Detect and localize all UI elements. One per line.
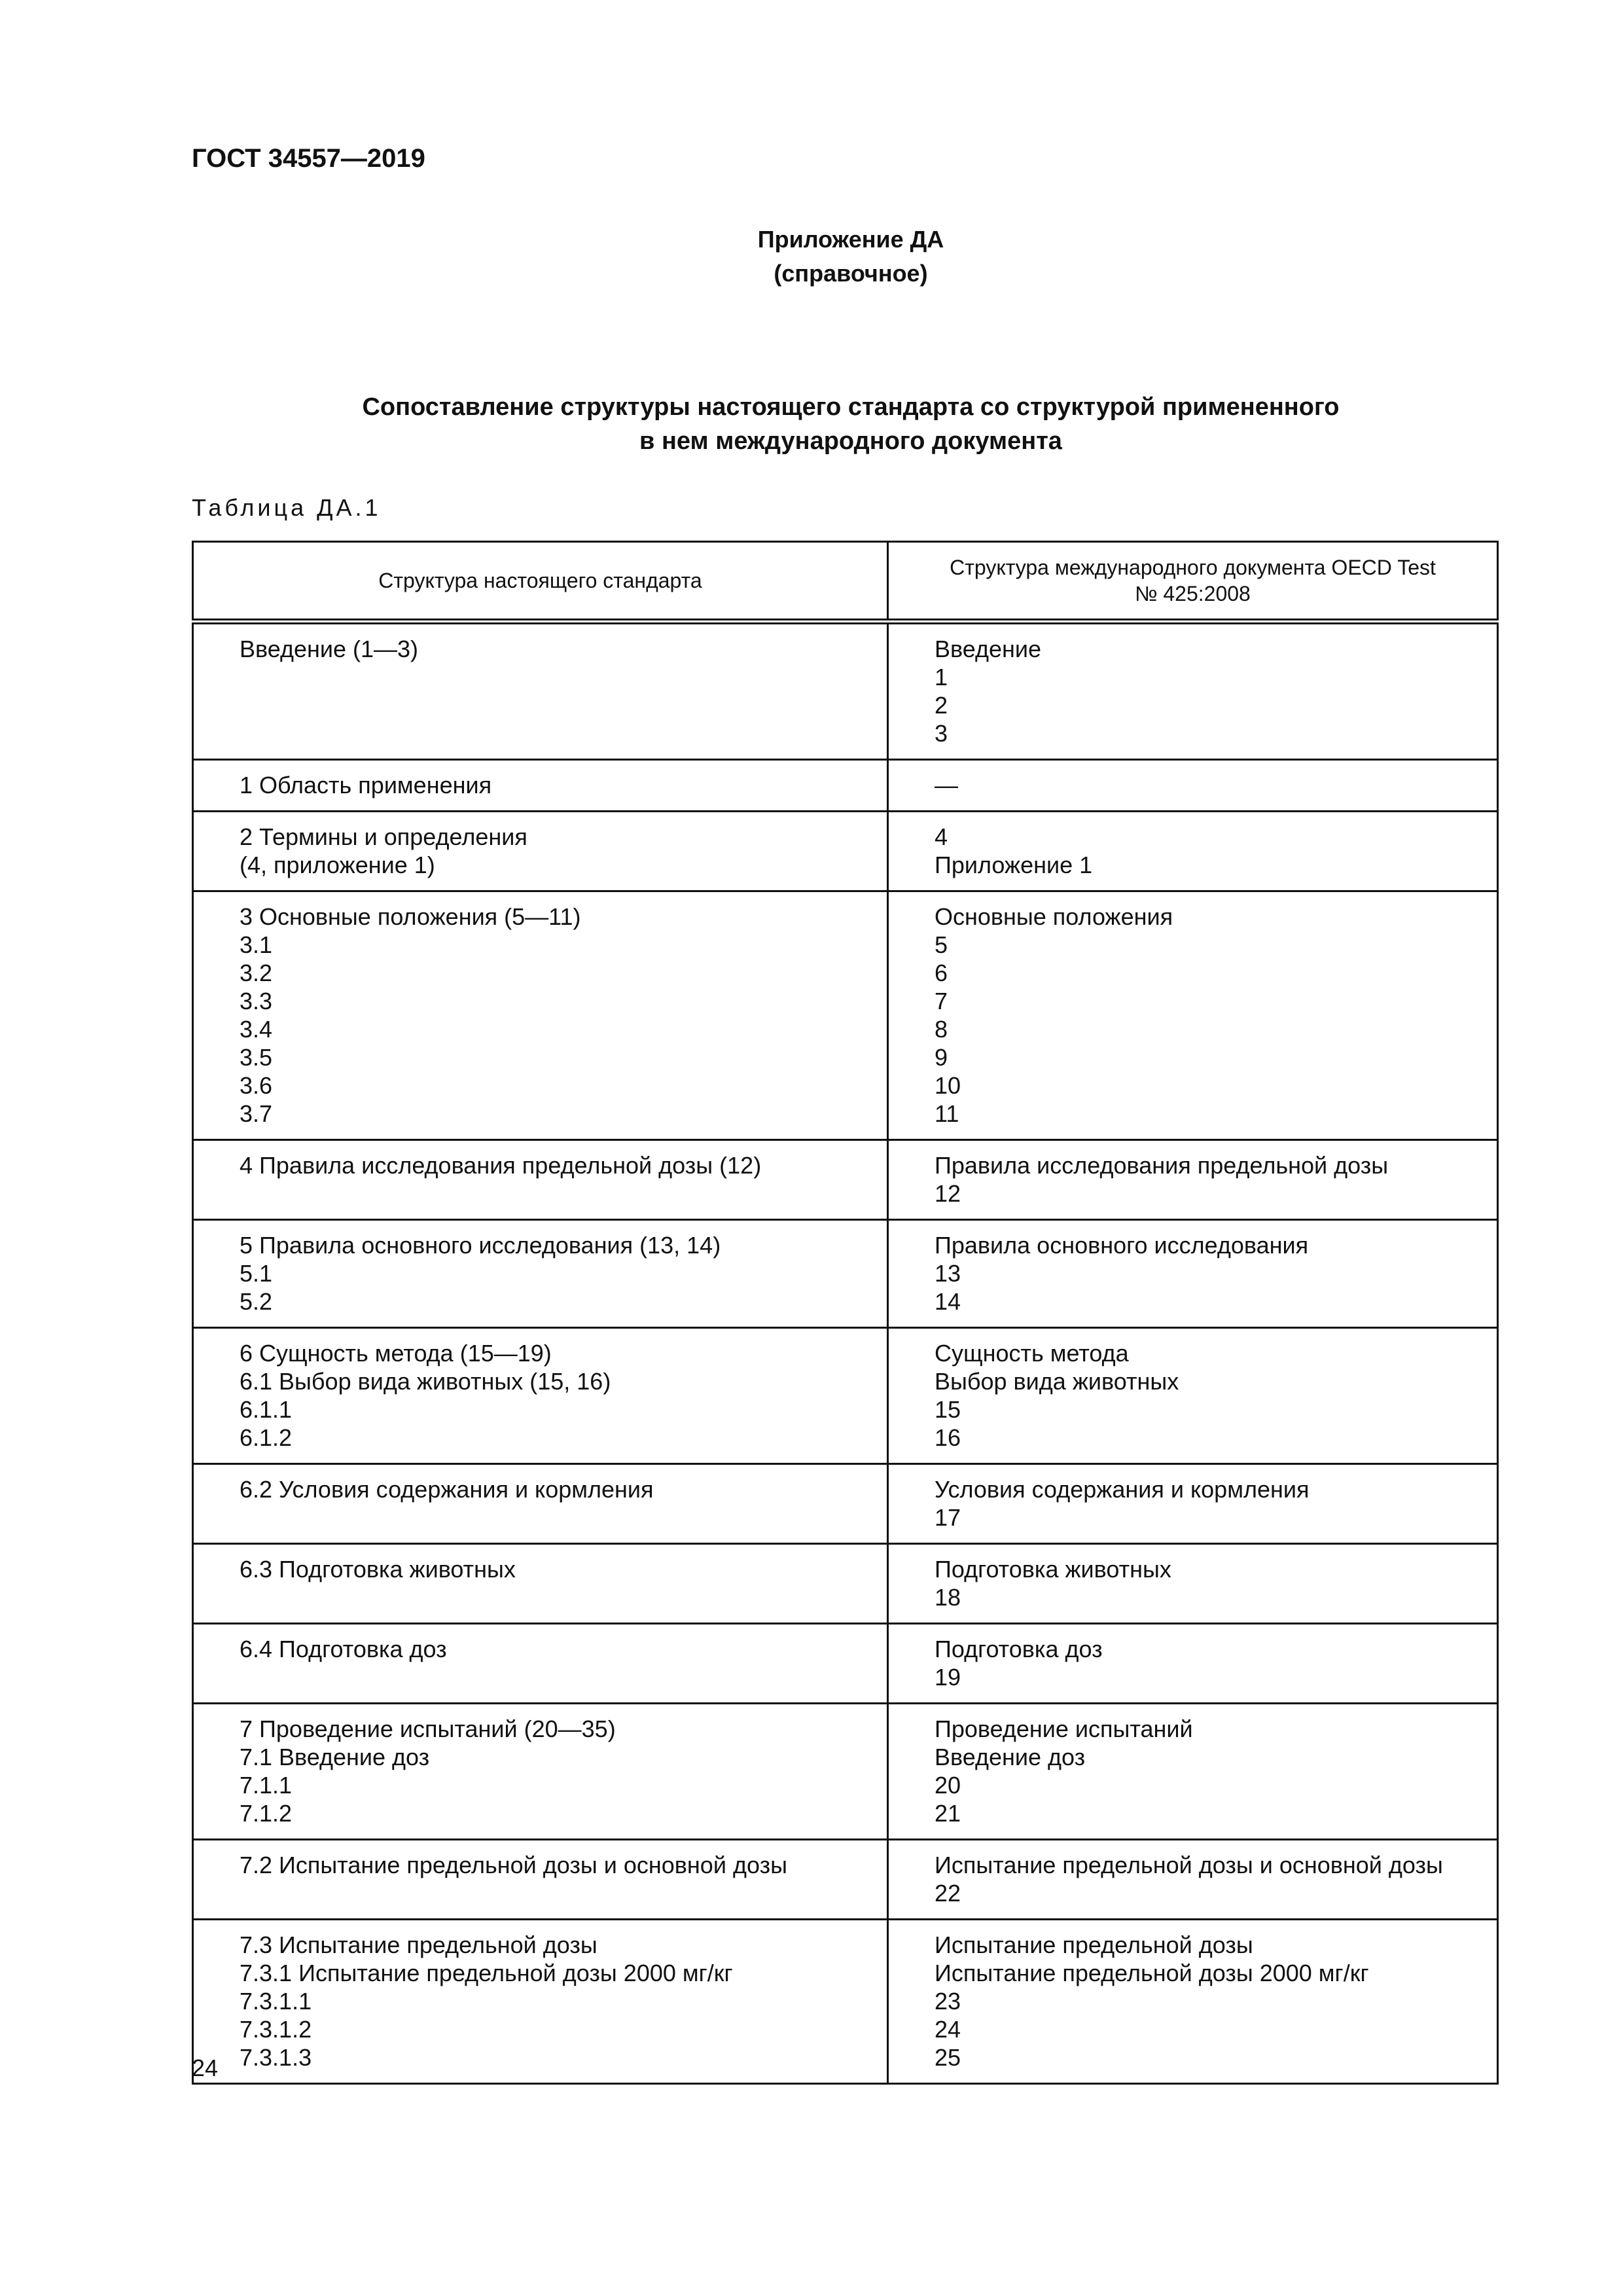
cell-line: Испытание предельной дозы 2000 мг/кг — [935, 1960, 1369, 1986]
cell-line: 7.1 Введение доз — [240, 1744, 430, 1770]
table-row — [193, 1840, 1498, 1920]
cell-this-standard — [193, 891, 888, 1140]
cell-line: Испытание предельной дозы и основной дозы — [935, 1852, 1443, 1878]
cell-line: 3.2 — [240, 960, 273, 986]
cell-line: 9 — [935, 1044, 948, 1071]
annex-heading — [0, 223, 1623, 291]
cell-line: Основные положения — [935, 903, 1173, 930]
table-row — [193, 1328, 1498, 1464]
title-line-2: в нем международного документа — [639, 427, 1062, 455]
cell-line: 3.4 — [240, 1016, 273, 1043]
cell-line: 5.2 — [240, 1288, 273, 1315]
cell-this-standard — [193, 1624, 888, 1704]
cell-this-standard — [193, 1220, 888, 1328]
cell-line: 1 Область применения — [240, 772, 492, 798]
title-line-1: Сопоставление структуры настоящего стандарта со структурой примененного — [362, 393, 1340, 421]
table-row — [193, 1920, 1498, 2084]
cell-line: Приложение 1 — [935, 852, 1093, 878]
cell-international-document — [888, 1464, 1498, 1544]
cell-this-standard — [193, 1920, 888, 2084]
cell-line: 6.1.1 — [240, 1396, 293, 1423]
cell-line: 7.2 Испытание предельной дозы и основной дозы — [240, 1852, 787, 1878]
cell-line: 6.3 Подготовка животных — [240, 1556, 516, 1583]
header-col1-text: Структура настоящего стандарта — [378, 569, 702, 592]
cell-line: 5 — [935, 931, 948, 958]
cell-line: 5.1 — [240, 1260, 273, 1287]
cell-line: 8 — [935, 1016, 948, 1043]
cell-line: 4 Правила исследования предельной дозы (12) — [240, 1152, 762, 1179]
cell-line: 7.3 Испытание предельной дозы — [240, 1931, 597, 1958]
cell-line: 20 — [935, 1772, 961, 1799]
cell-line: (4, приложение 1) — [240, 852, 435, 878]
cell-line: 7.3.1 Испытание предельной дозы 2000 мг/кг — [240, 1960, 733, 1986]
cell-line: 25 — [935, 2044, 961, 2071]
cell-international-document — [888, 1840, 1498, 1920]
cell-line: Введение доз — [935, 1744, 1086, 1770]
cell-line: 4 — [935, 823, 948, 850]
cell-line: Сущность метода — [935, 1340, 1129, 1367]
cell-this-standard — [193, 1544, 888, 1624]
table-row — [193, 1544, 1498, 1624]
cell-line: Выбор вида животных — [935, 1368, 1179, 1395]
cell-this-standard — [193, 1704, 888, 1840]
cell-line: 7.1.1 — [240, 1772, 293, 1799]
header-col2-line-1: Структура международного документа OECD Test — [950, 556, 1436, 579]
cell-line: 18 — [935, 1584, 961, 1611]
cell-this-standard — [193, 1464, 888, 1544]
cell-line: 3.3 — [240, 988, 273, 1014]
cell-international-document — [888, 891, 1498, 1140]
table-row — [193, 1704, 1498, 1840]
cell-line: 13 — [935, 1260, 961, 1287]
cell-line: 21 — [935, 1800, 961, 1827]
cell-line: 11 — [935, 1100, 959, 1127]
cell-line: 7.3.1.1 — [240, 1988, 312, 2015]
cell-international-document — [888, 1704, 1498, 1840]
document-code: ГОСТ 34557—2019 — [192, 144, 425, 173]
cell-this-standard — [193, 760, 888, 812]
cell-line: 6.1.2 — [240, 1424, 293, 1451]
cell-line: 17 — [935, 1504, 961, 1531]
cell-line: 1 — [935, 664, 948, 691]
cell-international-document — [888, 812, 1498, 891]
cell-line: — — [935, 772, 958, 798]
table-row — [193, 1624, 1498, 1704]
cell-line: Условия содержания и кормления — [935, 1476, 1310, 1503]
header-this-standard — [193, 542, 888, 622]
cell-line: 6 — [935, 960, 948, 986]
cell-line: 7.3.1.2 — [240, 2016, 312, 2043]
cell-line: 19 — [935, 1664, 961, 1691]
table-row — [193, 760, 1498, 812]
cell-international-document — [888, 1140, 1498, 1220]
cell-line: 12 — [935, 1180, 961, 1207]
cell-international-document — [888, 1544, 1498, 1624]
cell-international-document — [888, 1328, 1498, 1464]
cell-line: Правила основного исследования — [935, 1232, 1309, 1259]
cell-line: 3.7 — [240, 1100, 273, 1127]
cell-international-document — [888, 622, 1498, 760]
cell-line: Введение — [935, 636, 1042, 662]
cell-line: Подготовка животных — [935, 1556, 1171, 1583]
cell-line: Испытание предельной дозы — [935, 1931, 1253, 1958]
cell-line: 3 Основные положения (5—11) — [240, 903, 581, 930]
cell-line: 15 — [935, 1396, 961, 1423]
cell-line: 6.4 Подготовка доз — [240, 1636, 447, 1662]
cell-line: 7 — [935, 988, 948, 1014]
cell-line: 7.3.1.3 — [240, 2044, 312, 2071]
cell-line: 24 — [935, 2016, 961, 2043]
table-row — [193, 891, 1498, 1140]
table-caption: Таблица ДА.1 — [192, 494, 382, 521]
table-body — [193, 622, 1498, 2084]
table-row — [193, 1464, 1498, 1544]
cell-line: 3 — [935, 720, 948, 747]
table-row — [193, 1220, 1498, 1328]
cell-line: 6.1 Выбор вида животных (15, 16) — [240, 1368, 611, 1395]
comparison-table — [192, 541, 1499, 2085]
page-number: 24 — [192, 2054, 219, 2081]
table-row — [193, 1140, 1498, 1220]
cell-this-standard — [193, 812, 888, 891]
cell-line: 16 — [935, 1424, 961, 1451]
document-title — [0, 390, 1623, 458]
cell-line: 10 — [935, 1072, 961, 1099]
comparison-table-wrapper — [192, 541, 1497, 2085]
cell-this-standard — [193, 1140, 888, 1220]
cell-line: 7 Проведение испытаний (20—35) — [240, 1715, 616, 1742]
cell-line: Проведение испытаний — [935, 1715, 1193, 1742]
cell-line: Правила исследования предельной дозы — [935, 1152, 1389, 1179]
annex-label: Приложение ДА — [757, 226, 944, 253]
cell-line: 22 — [935, 1880, 961, 1907]
cell-line: 23 — [935, 1988, 961, 2015]
cell-line: 6 Сущность метода (15—19) — [240, 1340, 552, 1367]
cell-this-standard — [193, 1840, 888, 1920]
cell-line: 7.1.2 — [240, 1800, 293, 1827]
table-header-row — [193, 542, 1498, 622]
cell-line: Подготовка доз — [935, 1636, 1103, 1662]
cell-international-document — [888, 1220, 1498, 1328]
cell-this-standard — [193, 622, 888, 760]
cell-line: Введение (1—3) — [240, 636, 419, 662]
cell-line: 14 — [935, 1288, 961, 1315]
header-col2-line-2: № 425:2008 — [1135, 582, 1251, 605]
cell-line: 2 — [935, 692, 948, 719]
cell-this-standard — [193, 1328, 888, 1464]
cell-international-document — [888, 1920, 1498, 2084]
cell-line: 6.2 Условия содержания и кормления — [240, 1476, 654, 1503]
cell-international-document — [888, 760, 1498, 812]
cell-line: 3.5 — [240, 1044, 273, 1071]
table-row — [193, 812, 1498, 891]
cell-line: 3.1 — [240, 931, 273, 958]
annex-kind: (справочное) — [774, 260, 928, 287]
header-international-document — [888, 542, 1498, 622]
cell-line: 2 Термины и определения — [240, 823, 527, 850]
cell-line: 3.6 — [240, 1072, 273, 1099]
cell-international-document — [888, 1624, 1498, 1704]
table-row — [193, 622, 1498, 760]
cell-line: 5 Правила основного исследования (13, 14) — [240, 1232, 721, 1259]
